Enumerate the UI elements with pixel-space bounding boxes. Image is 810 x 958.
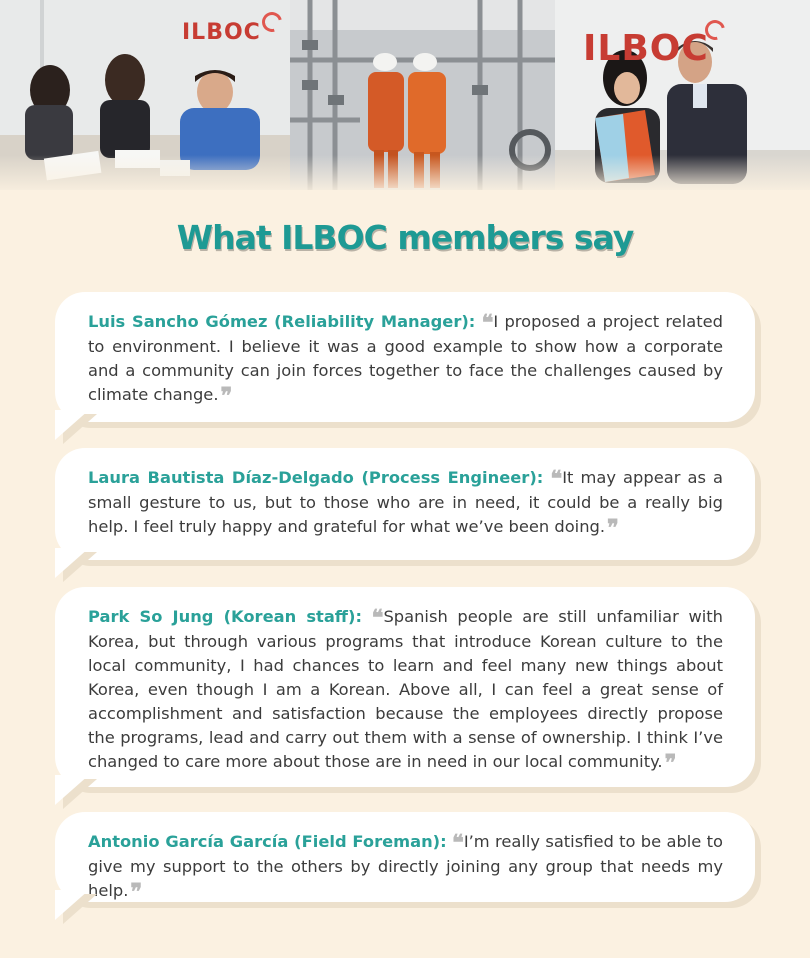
photo-banner [0,0,810,195]
open-quote-icon: ❝ [371,605,381,631]
open-quote-icon: ❝ [481,310,491,336]
close-quote-icon: ❞ [664,750,674,776]
testimonial-text: It may appear as a small gesture to us, but to those who are in need, it could be a really big help. I feel truly happy and grateful for what we’ve been doing. [88,468,723,536]
logo-text-right: ILBOC [583,28,709,69]
speaker-name: Laura Bautista Díaz-Delgado (Process Engineer): [88,468,544,487]
bubble-tail [55,548,89,578]
open-quote-icon: ❝ [451,830,461,856]
logo-text-left: ILBOC [182,20,261,45]
bubble-tail [55,775,89,805]
bubble-tail [55,890,89,920]
testimonial-bubble [55,587,755,787]
testimonial-bubble [55,812,755,905]
close-quote-icon: ❞ [130,879,140,905]
banner-fade [0,155,810,195]
close-quote-icon: ❞ [220,383,230,409]
page-title: What ILBOC members say [176,218,634,257]
speaker-name: Luis Sancho Gómez (Reliability Manager): [88,312,476,331]
testimonial-bubble [55,448,755,560]
close-quote-icon: ❞ [607,515,616,541]
speaker-name: Park So Jung (Korean staff): [88,607,362,626]
testimonial-bubble [55,292,755,422]
testimonial-text: I’m really satisfied to be able to give my support to the others by directly joining any group that needs my help. [88,832,723,900]
speaker-name: Antonio García García (Field Foreman): [88,832,447,851]
open-quote-icon: ❝ [550,466,560,492]
bubble-tail [55,410,89,440]
testimonial-text: Spanish people are still unfamiliar with Korea, but through various programs that introduce Korean culture to the local community, I had chances to learn and feel many new things about Korea, even though I am a Korean. Above all, I can feel a great sense of accomplishment and satisfaction because the employees directly propose the programs, lead and carry out them with a sense of ownership. I think I’ve changed to care more about those are in need in our local community. [88,607,723,771]
testimonial-text: I proposed a project related to environment. I believe it was a good example to show how a corporate and a community can join forces together to face the challenges caused by climate change. [88,312,723,404]
